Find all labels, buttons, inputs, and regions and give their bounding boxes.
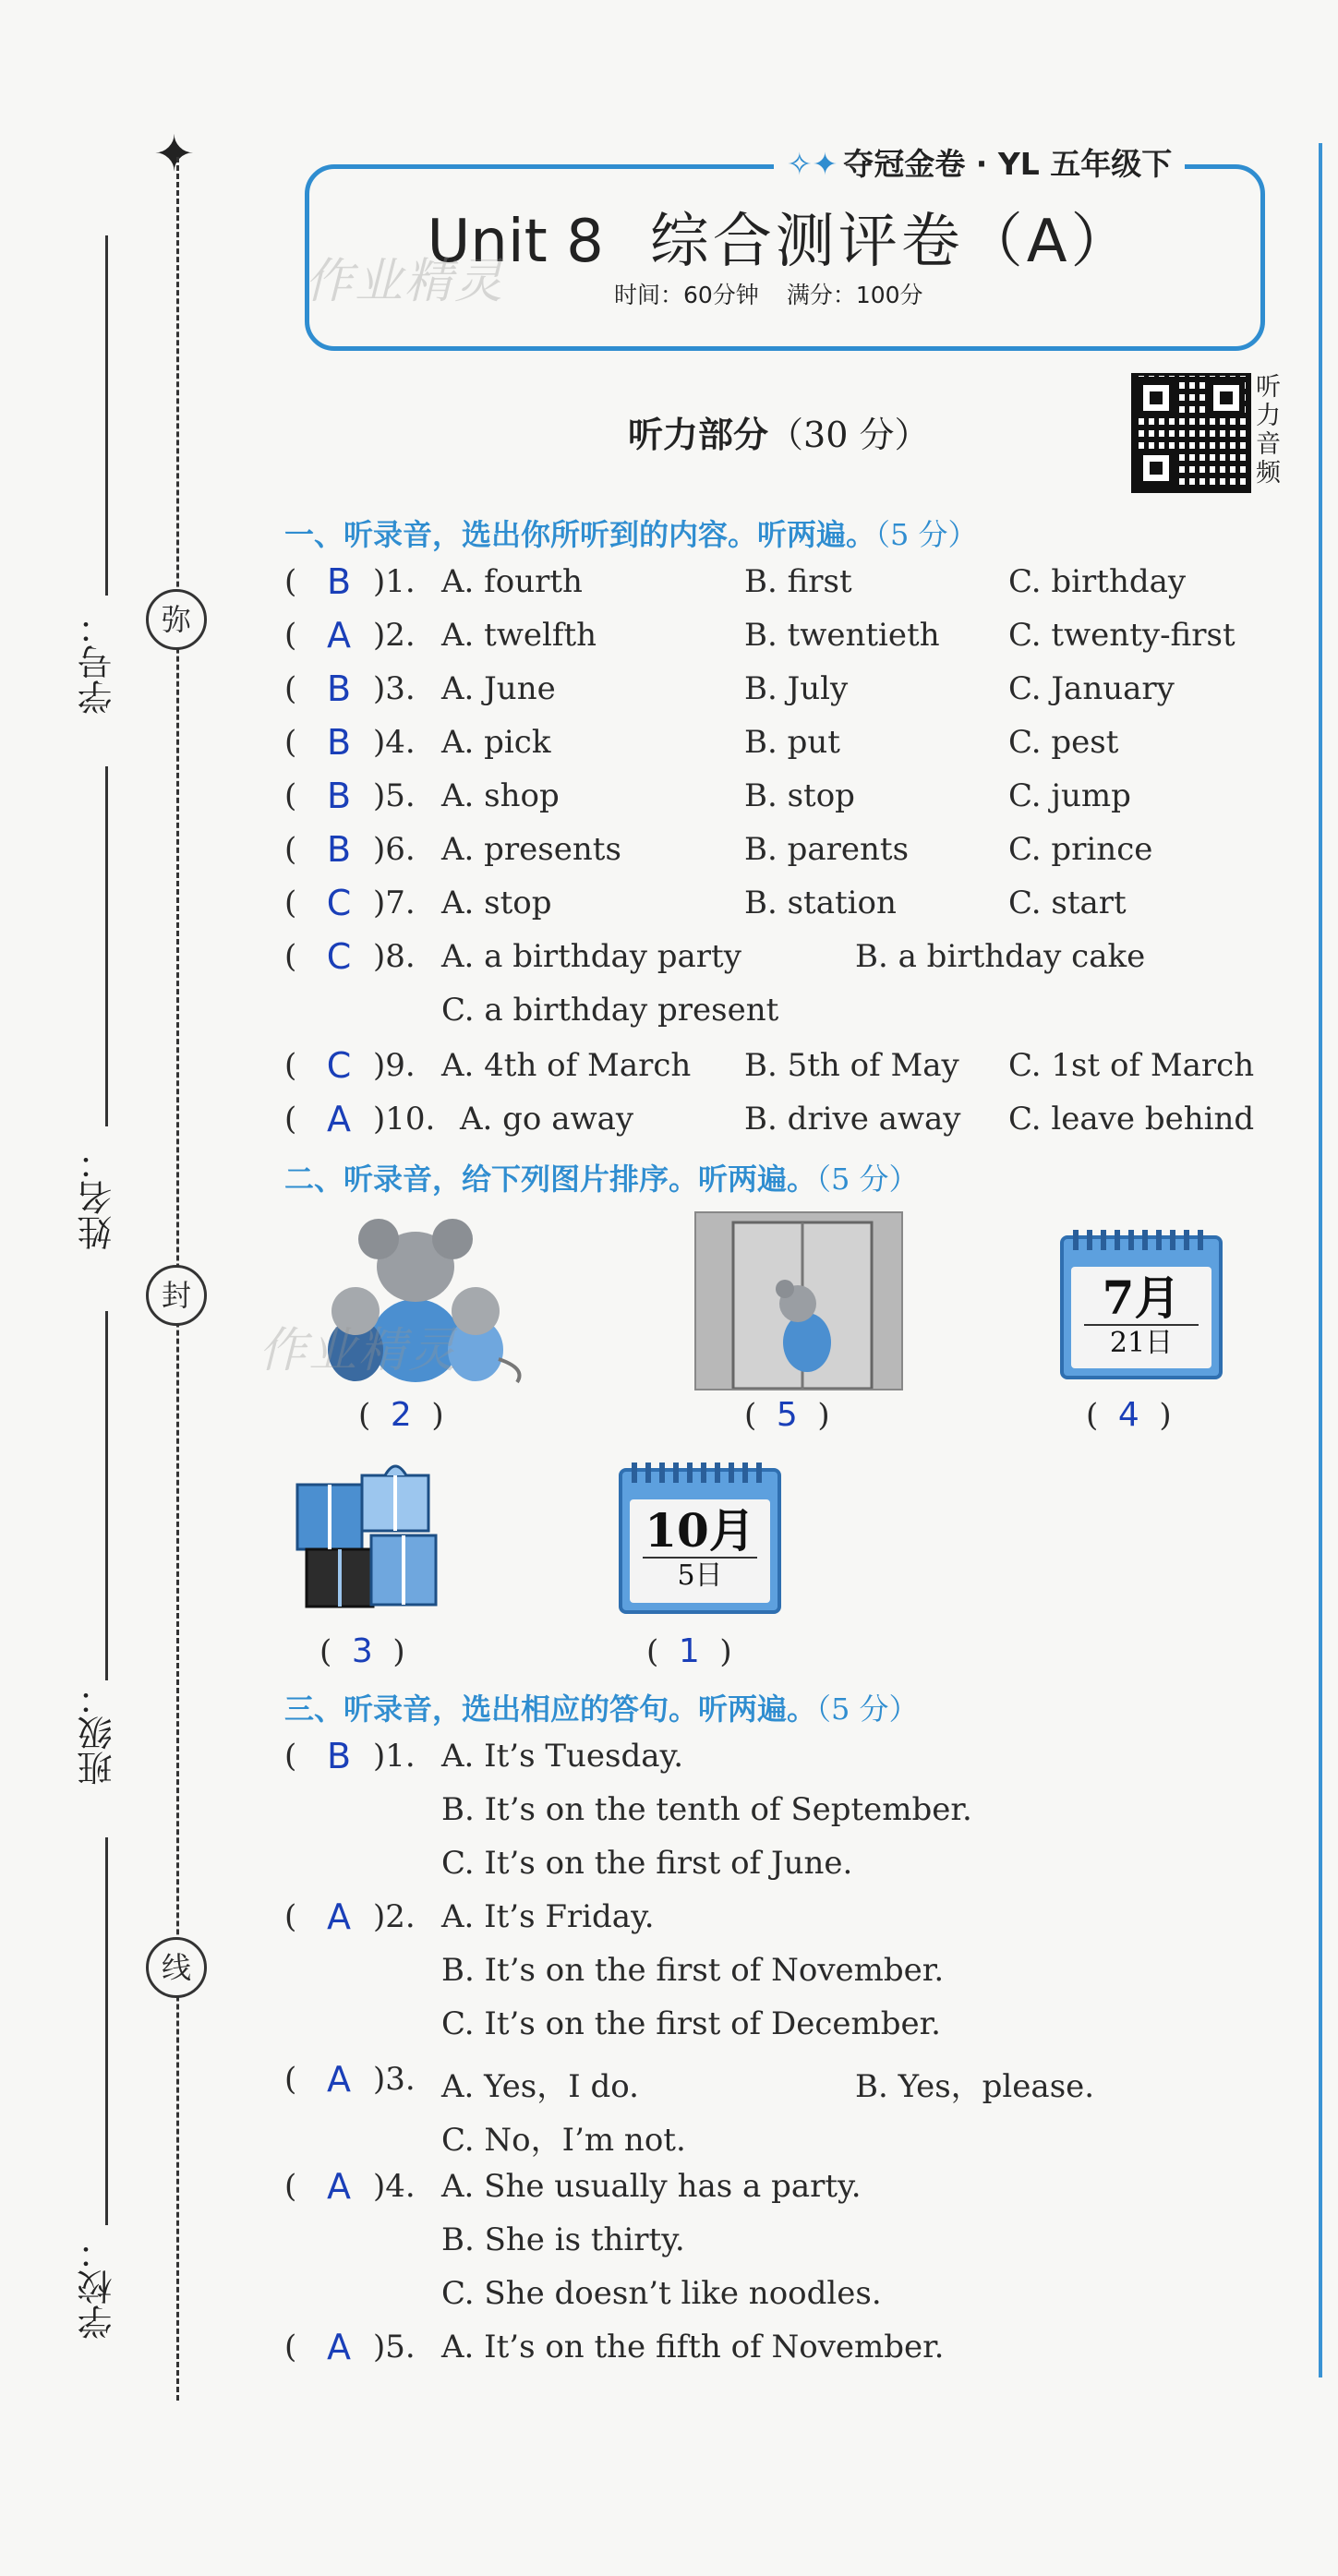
sparkle-icon: ✧✦ (787, 146, 838, 182)
answer-mark: C (326, 1045, 352, 1086)
option-b: B. twentieth (744, 617, 940, 654)
picture-answer: ( 4 ) (1086, 1396, 1172, 1434)
series-label: ✧✦ 夺冠金卷 · YL 五年级下 (774, 140, 1185, 184)
question-number: )8. (373, 938, 416, 975)
answer-paren: ( (284, 1898, 297, 1935)
option-c: C. leave behind (1008, 1101, 1255, 1138)
question-number: )10. (373, 1101, 436, 1138)
qr-code-icon[interactable] (1131, 373, 1251, 493)
option-c: C. prince (1008, 831, 1153, 868)
answer-paren: ( (284, 724, 297, 761)
option-b: B. She is thirty. (441, 2221, 685, 2258)
watermark: 作业精灵 (259, 1323, 459, 1378)
question-number: )5. (373, 2329, 416, 2365)
picture-answer: ( 2 ) (358, 1396, 444, 1434)
section-1-heading: 一、听录音，选出你所听到的内容。听两遍。（5 分） (284, 517, 978, 552)
binding-rule (105, 1837, 108, 2225)
option-b: B. July (744, 670, 849, 707)
option-a: A. June (441, 670, 556, 707)
option-a: A. 4th of March (441, 1047, 692, 1084)
answer-mark: A (327, 2166, 351, 2207)
school-label: 学校： (78, 2234, 118, 2340)
gift-boxes-picture (288, 1457, 445, 1614)
right-margin-rule (1319, 143, 1322, 2377)
answer-paren: ( (284, 938, 297, 975)
answer-paren: ( (284, 563, 297, 600)
answer-mark: A (327, 1896, 351, 1937)
question-number: )2. (373, 617, 416, 654)
student-number-label: 学号： (78, 609, 118, 715)
option-a: A. She usually has a party. (441, 2168, 862, 2205)
answer-paren: ( (284, 777, 297, 814)
answer-mark: B (326, 668, 352, 709)
star-ornament-icon: ✦ (153, 125, 196, 183)
question-number: )4. (373, 724, 416, 761)
seal-mark: 弥 (146, 589, 207, 650)
question-number: )7. (373, 885, 416, 921)
option-b: B. 5th of May (744, 1047, 959, 1084)
question-number: )6. (373, 831, 416, 868)
answer-mark: B (326, 829, 352, 870)
option-b: B. drive away (744, 1101, 961, 1138)
option-c: C. pest (1008, 724, 1119, 761)
option-b: B. It’s on the tenth of September. (441, 1791, 972, 1828)
class-label: 班级： (78, 1680, 118, 1786)
exam-info: 时间：60分钟 满分：100分 (614, 282, 923, 308)
picture-answer: ( 1 ) (646, 1632, 732, 1670)
option-b: B. first (744, 563, 852, 600)
option-a: A. fourth (441, 563, 583, 600)
question-number: )1. (373, 1738, 416, 1775)
answer-paren: ( (284, 1101, 297, 1138)
option-a: A. Yes，I do. (441, 2068, 639, 2105)
option-c: C. No，I’m not. (441, 2122, 686, 2159)
binding-rule (105, 766, 108, 1126)
answer-paren: ( (284, 831, 297, 868)
question-number: )1. (373, 563, 416, 600)
answer-mark: B (326, 776, 352, 816)
calendar-october-picture: 10月 5日 (619, 1468, 781, 1614)
option-c: C. It’s on the first of December. (441, 2005, 941, 2042)
section-2-heading: 二、听录音，给下列图片排序。听两遍。（5 分） (284, 1162, 919, 1197)
option-c: C. start (1008, 885, 1127, 921)
answer-paren: ( (284, 2061, 297, 2098)
question-number: )9. (373, 1047, 416, 1084)
option-c: C. a birthday present (441, 992, 779, 1029)
answer-mark: A (327, 2327, 351, 2367)
option-a: A. pick (441, 724, 551, 761)
option-a: A. shop (441, 777, 560, 814)
answer-paren: ( (284, 885, 297, 921)
mouse-door-picture (694, 1211, 903, 1390)
option-c: C. birthday (1008, 563, 1187, 600)
option-c: C. jump (1008, 777, 1131, 814)
answer-mark: B (326, 722, 352, 763)
option-a: A. twelfth (441, 617, 597, 654)
answer-paren: ( (284, 670, 297, 707)
answer-mark: A (327, 1099, 351, 1139)
watermark: 作业精灵 (305, 254, 505, 309)
answer-mark: B (326, 1736, 352, 1776)
seal-mark: 线 (146, 1937, 207, 1998)
question-number: )4. (373, 2168, 416, 2205)
option-b: B. parents (744, 831, 910, 868)
name-label: 姓名： (78, 1145, 118, 1250)
answer-mark: B (326, 561, 352, 602)
option-c: C. January (1008, 670, 1175, 707)
answer-mark: A (327, 615, 351, 656)
option-c: C. It’s on the first of June. (441, 1845, 853, 1882)
page-title: Unit 8 综合测评卷（A） (427, 208, 1134, 276)
answer-paren: ( (284, 617, 297, 654)
question-number: )5. (373, 777, 416, 814)
qr-label: 听 力 音 频 (1256, 373, 1281, 488)
answer-mark: A (327, 2059, 351, 2100)
question-number: )3. (373, 670, 416, 707)
question-number: )3. (373, 2061, 416, 2098)
option-b: B. Yes，please. (855, 2068, 1095, 2105)
option-c: C. 1st of March (1008, 1047, 1255, 1084)
listening-title: 听力部分（30 分） (628, 415, 930, 455)
option-c: C. twenty-first (1008, 617, 1236, 654)
answer-paren: ( (284, 2329, 297, 2365)
calendar-july-picture: 7月 21日 (1060, 1235, 1223, 1379)
option-a: A. It’s Friday. (441, 1898, 655, 1935)
answer-mark: C (326, 936, 352, 977)
option-b: B. station (744, 885, 897, 921)
binding-rule (105, 1311, 108, 1680)
option-a: A. It’s on the fifth of November. (441, 2329, 945, 2365)
section-3-heading: 三、听录音，选出相应的答句。听两遍。（5 分） (284, 1691, 919, 1727)
seal-mark: 封 (146, 1265, 207, 1326)
answer-mark: C (326, 883, 352, 923)
option-a: A. go away (460, 1101, 634, 1138)
option-b: B. stop (744, 777, 855, 814)
option-a: A. It’s Tuesday. (441, 1738, 684, 1775)
question-number: )2. (373, 1898, 416, 1935)
picture-answer: ( 5 ) (744, 1396, 830, 1434)
option-b: B. It’s on the first of November. (441, 1952, 945, 1989)
option-a: A. stop (441, 885, 552, 921)
picture-answer: ( 3 ) (319, 1632, 405, 1670)
binding-rule (105, 235, 108, 596)
option-a: A. presents (441, 831, 621, 868)
option-b: B. a birthday cake (855, 938, 1146, 975)
answer-paren: ( (284, 1738, 297, 1775)
option-c: C. She doesn’t like noodles. (441, 2275, 882, 2312)
answer-paren: ( (284, 1047, 297, 1084)
option-b: B. put (744, 724, 840, 761)
answer-paren: ( (284, 2168, 297, 2205)
option-a: A. a birthday party (441, 938, 741, 975)
